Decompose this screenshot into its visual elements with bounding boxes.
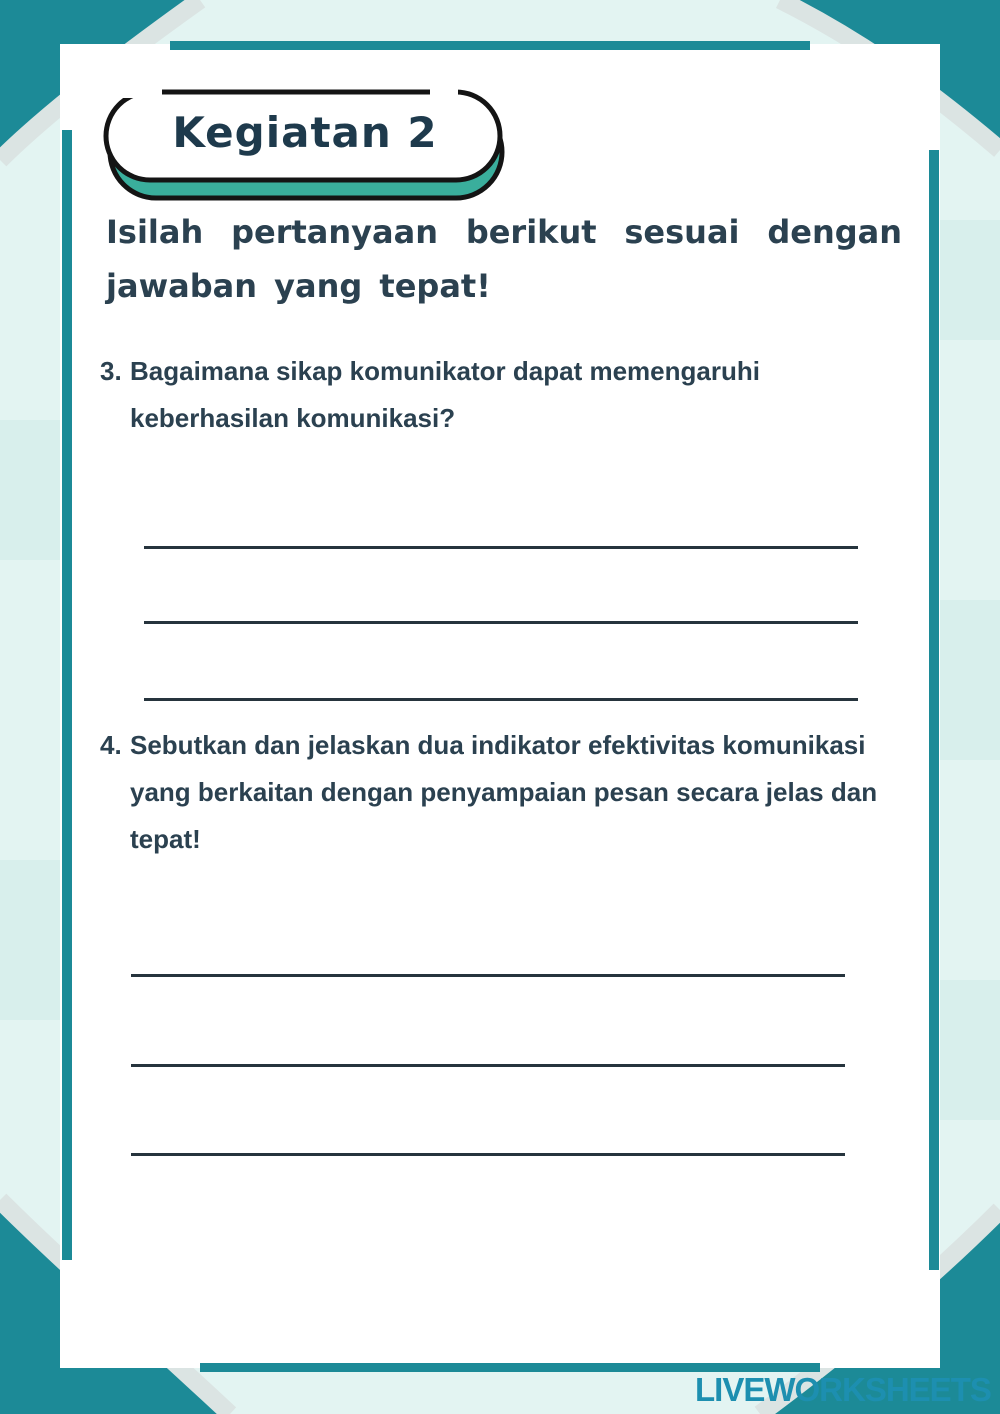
question-3 [100,348,900,442]
instruction-text: Isilah pertanyaan berikut sesuai dengan jawaban yang tepat! [106,213,902,305]
question-4 [100,722,900,863]
frame-top-border [170,41,810,50]
liveworksheets-logo-icon [690,1376,691,1404]
question-text: Sebutkan dan jelaskan dua indikator efektivitas komunikasi yang berkaitan dengan penyampaian pesan secara jelas dan tepat! [130,730,878,854]
answer-line[interactable] [131,1064,845,1067]
question-number: 3. [100,356,122,386]
activity-title: Kegiatan 2 [172,108,438,157]
answer-line[interactable] [144,698,858,701]
activity-title-badge [100,86,510,206]
answer-line[interactable] [131,1153,845,1156]
frame-left-border [62,130,72,1260]
answer-line[interactable] [144,546,858,549]
answer-line[interactable] [144,621,858,624]
frame-right-border [929,150,939,1270]
liveworksheets-watermark [690,1370,990,1410]
question-number: 4. [100,730,122,760]
watermark-text: LIVEWORKSHEETS [695,1371,991,1408]
question-text: Bagaimana sikap komunikator dapat memengaruhi keberhasilan komunikasi? [130,356,760,433]
answer-line[interactable] [131,974,845,977]
